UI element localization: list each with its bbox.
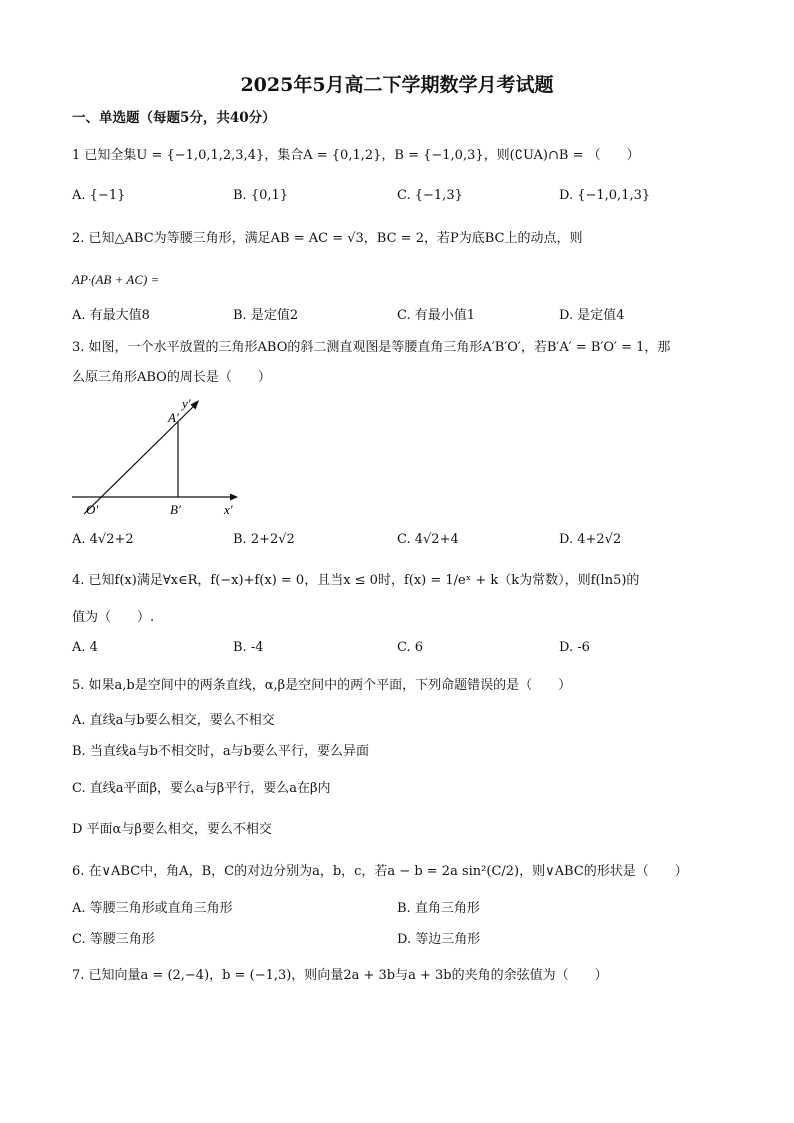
q2-option-a: A. 有最大值8: [72, 308, 150, 323]
q1-option-c: C. {−1,3}: [397, 188, 463, 203]
q4-stem-line2: 值为（ ）.: [72, 610, 155, 625]
q3-stem-line1: 3. 如图，一个水平放置的三角形ABO的斜二测直观图是等腰直角三角形A′B′O′，若B′A′ = B′O′ = 1，那: [72, 340, 671, 355]
q3-option-a: A. 4√2+2: [72, 532, 134, 547]
label-x: x′: [224, 502, 233, 517]
q2-option-d: D. 是定值4: [559, 308, 625, 323]
q6-option-b: B. 直角三角形: [397, 901, 480, 916]
q2-option-c: C. 有最小值1: [397, 308, 476, 323]
q5-option-a: A. 直线a与b要么相交，要么不相交: [72, 713, 275, 728]
label-y: y′: [182, 396, 191, 411]
q3-option-c: C. 4√2+4: [397, 532, 459, 547]
q3-option-b: B. 2+2√2: [233, 532, 295, 547]
q4-option-a: A. 4: [72, 640, 98, 655]
q6-stem: 6. 在∨ABC中，角A，B，C的对边分别为a，b，c，若a − b = 2a sin²(C/2)，则∨ABC的形状是（ ）: [72, 864, 688, 879]
exam-title: 2025年5月高二下学期数学月考试题: [240, 74, 554, 96]
label-a: A′: [168, 410, 179, 425]
label-b: B′: [170, 502, 181, 517]
section-heading: 一、单选题（每题5分，共40分）: [72, 110, 276, 126]
q4-option-d: D. -6: [559, 640, 590, 655]
q2-stem-line2: AP·(AB + AC) =: [72, 272, 160, 287]
q1-option-a: A. {−1}: [72, 188, 126, 203]
q6-option-a: A. 等腰三角形或直角三角形: [72, 901, 233, 916]
q4-option-c: C. 6: [397, 640, 424, 655]
q5-stem: 5. 如果a,b是空间中的两条直线，α,β是空间中的两个平面，下列命题错误的是（ ）: [72, 678, 572, 693]
label-o: O′: [86, 502, 99, 517]
q3-figure: [72, 392, 252, 520]
q5-option-b: B. 当直线a与b不相交时，a与b要么平行，要么异面: [72, 744, 369, 759]
q3-stem-line2: 么原三角形ABO的周长是（ ）: [72, 370, 271, 385]
q6-option-c: C. 等腰三角形: [72, 932, 155, 947]
x-axis-arrow-icon: [230, 494, 238, 501]
q1-stem: 1 已知全集U = {−1,0,1,2,3,4}，集合A = {0,1,2}，B = {−1,0,3}，则(∁UA)∩B = （ ）: [72, 148, 640, 163]
q7-stem: 7. 已知向量a = (2,−4)，b = (−1,3)，则向量2a + 3b与a + 3b的夹角的余弦值为（ ）: [72, 968, 608, 983]
q4-stem-line1: 4. 已知f(x)满足∀x∈R，f(−x)+f(x) = 0，且当x ≤ 0时，f(x) = 1/eˣ + k（k为常数），则f(ln5)的: [72, 573, 640, 588]
q5-option-d: D 平面α与β要么相交，要么不相交: [72, 822, 272, 837]
q1-option-b: B. {0,1}: [233, 188, 289, 203]
q2-stem-line1: 2. 已知△ABC为等腰三角形，满足AB = AC = √3，BC = 2，若P为底BC上的动点，则: [72, 231, 583, 246]
q5-option-c: C. 直线a平面β，要么a与β平行，要么a在β内: [72, 781, 331, 796]
q4-option-b: B. -4: [233, 640, 264, 655]
q2-option-b: B. 是定值2: [233, 308, 299, 323]
q6-option-d: D. 等边三角形: [397, 932, 481, 947]
q3-option-d: D. 4+2√2: [559, 532, 622, 547]
q1-option-d: D. {−1,0,1,3}: [559, 188, 651, 203]
